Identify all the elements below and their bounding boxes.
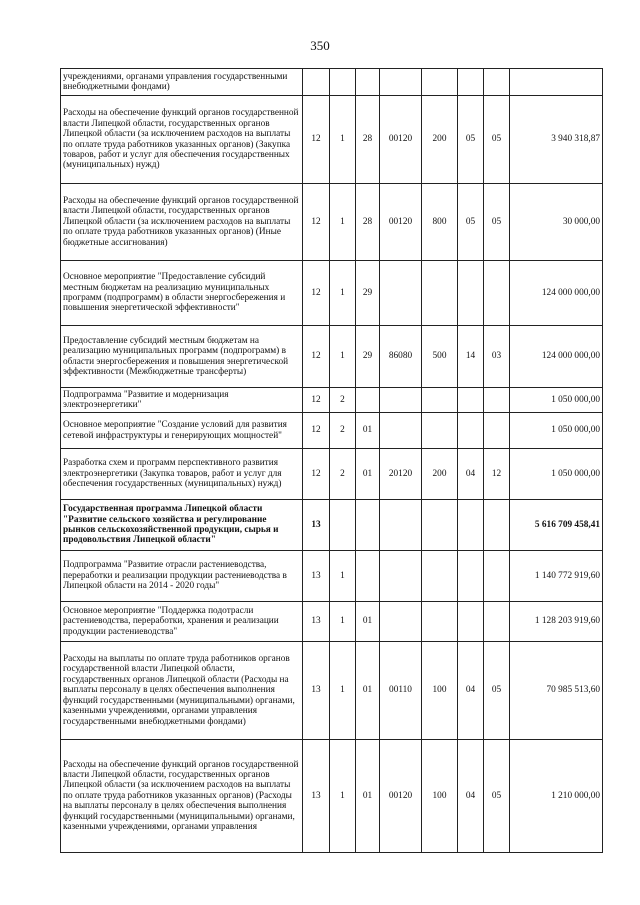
- program-code-cell: 12: [303, 326, 330, 388]
- program-code-cell: 12: [303, 388, 330, 413]
- subprogram-code-cell: 2: [330, 388, 356, 413]
- subprogram-code-cell: 1: [330, 184, 356, 261]
- row-name-cell: Основное мероприятие "Поддержка подотрасли растениеводства, переработки, хранения и реализации продукции растениеводства": [61, 602, 303, 642]
- direction-code-cell: [380, 388, 422, 413]
- table-row: [61, 184, 603, 261]
- program-code-cell: 12: [303, 184, 330, 261]
- subsection-cell: [484, 602, 510, 642]
- subsection-cell: [484, 261, 510, 326]
- program-code-cell: 13: [303, 500, 330, 551]
- subprogram-code-cell: 1: [330, 326, 356, 388]
- expense-type-cell: 100: [422, 740, 458, 853]
- expense-type-cell: 500: [422, 326, 458, 388]
- section-cell: [458, 69, 484, 96]
- subsection-cell: 03: [484, 326, 510, 388]
- measure-code-cell: [356, 69, 380, 96]
- measure-code-cell: 01: [356, 413, 380, 449]
- row-name-cell: Подпрограмма "Развитие и модернизация электроэнергетики": [61, 388, 303, 413]
- section-cell: 04: [458, 449, 484, 500]
- direction-code-cell: [380, 500, 422, 551]
- row-name-cell: Основное мероприятие "Создание условий для развития сетевой инфраструктуры и генерирующих мощностей": [61, 413, 303, 449]
- direction-code-cell: 00120: [380, 184, 422, 261]
- program-code-cell: 13: [303, 602, 330, 642]
- program-code-cell: 13: [303, 642, 330, 740]
- section-cell: 04: [458, 740, 484, 853]
- expense-type-cell: [422, 551, 458, 602]
- amount-cell: 1 050 000,00: [510, 449, 603, 500]
- expense-type-cell: [422, 500, 458, 551]
- subprogram-code-cell: 1: [330, 642, 356, 740]
- direction-code-cell: 00110: [380, 642, 422, 740]
- row-name-cell: Расходы на обеспечение функций органов государственной власти Липецкой области, государственных органов Липецкой области (за исключением расходов на выплаты по оплате труда работников указанных органов) (Закупка товаров, работ и услуг для обеспечения государственных (муниципальных) нужд): [61, 96, 303, 184]
- page-number: 350: [310, 38, 330, 53]
- subsection-cell: [484, 69, 510, 96]
- expense-type-cell: 100: [422, 642, 458, 740]
- measure-code-cell: 01: [356, 642, 380, 740]
- expense-type-cell: 200: [422, 449, 458, 500]
- amount-cell: 124 000 000,00: [510, 326, 603, 388]
- table-row: [61, 602, 603, 642]
- measure-code-cell: 29: [356, 261, 380, 326]
- table-row: [61, 261, 603, 326]
- measure-code-cell: [356, 551, 380, 602]
- subsection-cell: 05: [484, 740, 510, 853]
- amount-cell: 1 140 772 919,60: [510, 551, 603, 602]
- expense-type-cell: 800: [422, 184, 458, 261]
- amount-cell: 30 000,00: [510, 184, 603, 261]
- row-name-cell: Предоставление субсидий местным бюджетам на реализацию муниципальных программ (подпрограмм) в области энергосбережения и повышения энергетической эффективности (Межбюджетные трансферты): [61, 326, 303, 388]
- measure-code-cell: 01: [356, 449, 380, 500]
- program-code-cell: [303, 69, 330, 96]
- row-name-cell: Расходы на обеспечение функций органов государственной власти Липецкой области, государственных органов Липецкой области (за исключением расходов на выплаты по оплате труда работников указанных органов) (Иные бюджетные ассигнования): [61, 184, 303, 261]
- table-row: [61, 413, 603, 449]
- section-cell: [458, 413, 484, 449]
- table-row: [61, 326, 603, 388]
- budget-table: [60, 68, 603, 853]
- measure-code-cell: [356, 388, 380, 413]
- subprogram-code-cell: 1: [330, 96, 356, 184]
- subsection-cell: 12: [484, 449, 510, 500]
- table-row: [61, 642, 603, 740]
- subsection-cell: [484, 551, 510, 602]
- subprogram-code-cell: [330, 69, 356, 96]
- subsection-cell: [484, 500, 510, 551]
- direction-code-cell: 00120: [380, 740, 422, 853]
- table-row: [61, 740, 603, 853]
- amount-cell: 1 128 203 919,60: [510, 602, 603, 642]
- row-name-cell: Государственная программа Липецкой области "Развитие сельского хозяйства и регулирование рынков сельскохозяйственной продукции, сырья и продовольствия Липецкой области": [61, 500, 303, 551]
- measure-code-cell: [356, 500, 380, 551]
- program-code-cell: 12: [303, 449, 330, 500]
- subsection-cell: 05: [484, 642, 510, 740]
- amount-cell: 124 000 000,00: [510, 261, 603, 326]
- section-cell: 05: [458, 184, 484, 261]
- direction-code-cell: [380, 551, 422, 602]
- section-cell: 14: [458, 326, 484, 388]
- expense-type-cell: [422, 413, 458, 449]
- expense-type-cell: [422, 388, 458, 413]
- subsection-cell: 05: [484, 96, 510, 184]
- amount-cell: 1 050 000,00: [510, 388, 603, 413]
- measure-code-cell: 29: [356, 326, 380, 388]
- expense-type-cell: [422, 261, 458, 326]
- direction-code-cell: [380, 261, 422, 326]
- amount-cell: 70 985 513,60: [510, 642, 603, 740]
- expense-type-cell: 200: [422, 96, 458, 184]
- table-row: [61, 551, 603, 602]
- subprogram-code-cell: 1: [330, 551, 356, 602]
- subprogram-code-cell: 1: [330, 740, 356, 853]
- program-code-cell: 12: [303, 413, 330, 449]
- subprogram-code-cell: 1: [330, 602, 356, 642]
- measure-code-cell: 28: [356, 96, 380, 184]
- direction-code-cell: [380, 413, 422, 449]
- program-code-cell: 13: [303, 551, 330, 602]
- table-row: [61, 96, 603, 184]
- amount-cell: 3 940 318,87: [510, 96, 603, 184]
- measure-code-cell: 28: [356, 184, 380, 261]
- subsection-cell: [484, 413, 510, 449]
- subprogram-code-cell: [330, 500, 356, 551]
- expense-type-cell: [422, 69, 458, 96]
- measure-code-cell: 01: [356, 740, 380, 853]
- direction-code-cell: 86080: [380, 326, 422, 388]
- table-row: [61, 500, 603, 551]
- amount-cell: 5 616 709 458,41: [510, 500, 603, 551]
- subprogram-code-cell: 2: [330, 413, 356, 449]
- section-cell: [458, 551, 484, 602]
- table-row: [61, 69, 603, 96]
- row-name-cell: Подпрограмма "Развитие отрасли растениеводства, переработки и реализации продукции растениеводства в Липецкой области на 2014 - 2020 годы": [61, 551, 303, 602]
- section-cell: [458, 388, 484, 413]
- row-name-cell: учреждениями, органами управления государственными внебюджетными фондами): [61, 69, 303, 96]
- amount-cell: [510, 69, 603, 96]
- row-name-cell: Расходы на обеспечение функций органов государственной власти Липецкой области, государственных органов Липецкой области (за исключением расходов на выплаты по оплате труда работников указанных органов) (Расходы на выплаты персоналу в целях обеспечения выполнения функций государственными (муниципальными) органами, казенными учреждениями, органами управления: [61, 740, 303, 853]
- row-name-cell: Разработка схем и программ перспективного развития электроэнергетики (Закупка товаров, работ и услуг для обеспечения государственных (муниципальных) нужд): [61, 449, 303, 500]
- section-cell: [458, 602, 484, 642]
- program-code-cell: 12: [303, 261, 330, 326]
- subprogram-code-cell: 2: [330, 449, 356, 500]
- subsection-cell: 05: [484, 184, 510, 261]
- subsection-cell: [484, 388, 510, 413]
- direction-code-cell: 00120: [380, 96, 422, 184]
- amount-cell: 1 050 000,00: [510, 413, 603, 449]
- table-row: [61, 449, 603, 500]
- direction-code-cell: [380, 69, 422, 96]
- amount-cell: 1 210 000,00: [510, 740, 603, 853]
- section-cell: 04: [458, 642, 484, 740]
- direction-code-cell: [380, 602, 422, 642]
- row-name-cell: Расходы на выплаты по оплате труда работников органов государственной власти Липецкой области, государственных органов Липецкой области (Расходы на выплаты персоналу в целях обеспечения выполнения функций государственными (муниципальными) органами, казенными учреждениями, органами управления государственными внебюджетными фондами): [61, 642, 303, 740]
- expense-type-cell: [422, 602, 458, 642]
- subprogram-code-cell: 1: [330, 261, 356, 326]
- section-cell: 05: [458, 96, 484, 184]
- program-code-cell: 12: [303, 96, 330, 184]
- row-name-cell: Основное мероприятие "Предоставление субсидий местным бюджетам на реализацию муниципальных программ (подпрограмм) в области энергосбережения и повышения энергетической эффективности": [61, 261, 303, 326]
- table-row: [61, 388, 603, 413]
- section-cell: [458, 261, 484, 326]
- section-cell: [458, 500, 484, 551]
- direction-code-cell: 20120: [380, 449, 422, 500]
- program-code-cell: 13: [303, 740, 330, 853]
- measure-code-cell: 01: [356, 602, 380, 642]
